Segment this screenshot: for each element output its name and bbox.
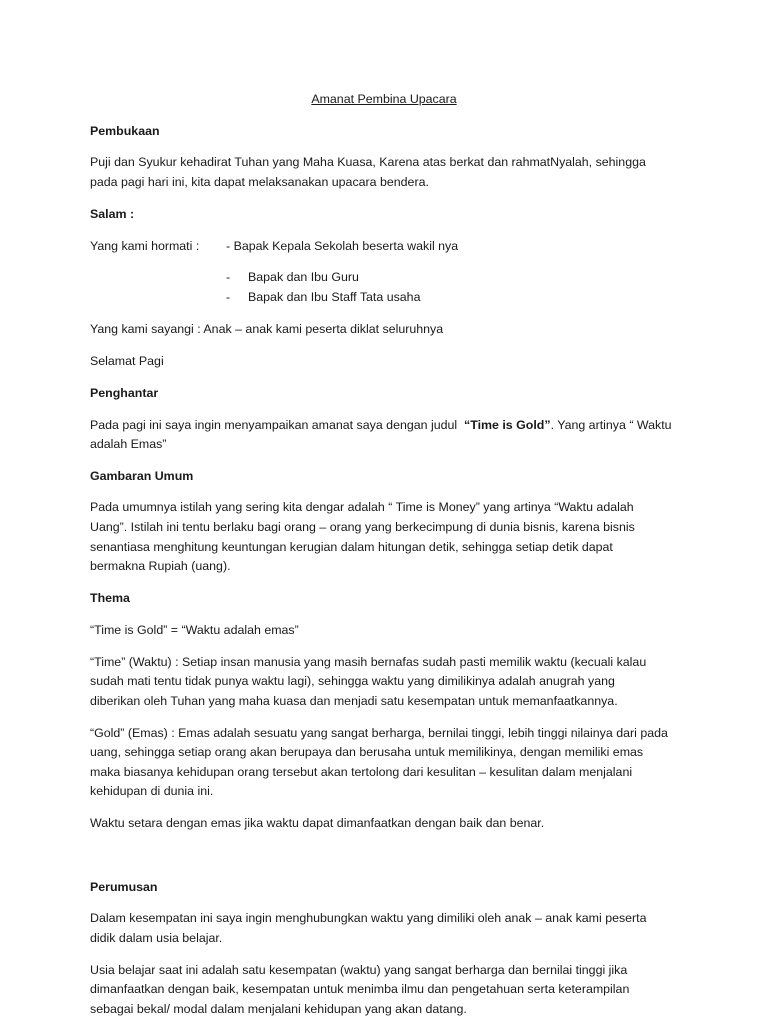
paragraph-line: dimanfaatkan dengan baik, kesempatan untuk menimba ilmu dan pengetahuan serta keterampilan	[90, 982, 630, 996]
paragraph-line: bermakna Rupiah (uang).	[90, 559, 231, 573]
paragraph-line: pada pagi hari ini, kita dapat melaksanakan upacara bendera.	[90, 175, 429, 189]
heading-penghantar: Penghantar	[90, 386, 159, 400]
paragraph-line: “Gold” (Emas) : Emas adalah sesuatu yang sangat berharga, bernilai tinggi, lebih tinggi nilainya dari pada	[90, 726, 668, 740]
paragraph-line: sebagai bekal/ modal dalam menjalani kehidupan yang akan datang.	[90, 1002, 467, 1016]
penghantar-line	[90, 418, 672, 433]
selamat-pagi: Selamat Pagi	[90, 354, 164, 368]
paragraph-line: maka biasanya kehidupan orang tersebut akan tertolong dari kesulitan – kesulitan dalam menjalani	[90, 765, 633, 779]
paragraph-line: sudah mati tentu tidak punya waktu lagi), sehingga waktu yang dimilikinya adalah anugrah yang	[90, 674, 615, 688]
paragraph-line: uang, sehingga setiap orang akan berupaya dan berusaha untuk memilikinya, dengan memiliki emas	[90, 745, 644, 759]
thema-equation: “Time is Gold” = “Waktu adalah emas”	[90, 623, 299, 637]
heading-gambaran-umum: Gambaran Umum	[90, 469, 194, 483]
hormati-first-item: - Bapak Kepala Sekolah beserta wakil nya	[226, 239, 459, 253]
paragraph-line: Usia belajar saat ini adalah satu kesempatan (waktu) yang sangat berharga dan bernilai tinggi jika	[90, 963, 628, 977]
heading-pembukaan: Pembukaan	[90, 124, 160, 138]
heading-thema: Thema	[90, 591, 130, 605]
paragraph-line: Puji dan Syukur kehadirat Tuhan yang Maha Kuasa, Karena atas berkat dan rahmatNyalah, sehingga	[90, 155, 646, 169]
list-dash: -	[226, 290, 231, 304]
hormati-item: Bapak dan Ibu Guru	[248, 270, 359, 284]
document-title: Amanat Pembina Upacara	[311, 92, 457, 106]
paragraph-line: didik dalam usia belajar.	[90, 931, 223, 945]
heading-salam: Salam :	[90, 207, 135, 221]
paragraph-line: Dalam kesempatan ini saya ingin menghubungkan waktu yang dimiliki oleh anak – anak kami peserta	[90, 911, 647, 925]
list-dash: -	[226, 270, 231, 284]
hormati-item: Bapak dan Ibu Staff Tata usaha	[248, 290, 421, 304]
paragraph-line: kehidupan di dunia ini.	[90, 784, 214, 798]
paragraph-line: diberikan oleh Tuhan yang maha kuasa dan menjadi satu kesempatan untuk memanfaatkannya.	[90, 694, 618, 708]
setara-line: Waktu setara dengan emas jika waktu dapat dimanfaatkan dengan baik dan benar.	[90, 816, 545, 830]
paragraph-line: senantiasa menghitung keuntungan kerugian dalam hitungan detik, sehingga setiap detik dapat	[90, 540, 613, 554]
theme-title-bold: “Time is Gold”	[464, 418, 551, 432]
sayangi-line: Yang kami sayangi : Anak – anak kami peserta diklat seluruhnya	[90, 322, 444, 336]
paragraph-line: Pada umumnya istilah yang sering kita dengar adalah “ Time is Money” yang artinya “Waktu adalah	[90, 500, 634, 514]
penghantar-text: Pada pagi ini saya ingin menyampaikan amanat saya dengan judul	[90, 418, 465, 432]
paragraph-line: adalah Emas”	[90, 437, 167, 451]
paragraph-line: “Time” (Waktu) : Setiap insan manusia yang masih bernafas sudah pasti memilik waktu (kecuali kalau	[90, 655, 647, 669]
heading-perumusan: Perumusan	[90, 880, 158, 894]
hormati-label: Yang kami hormati :	[90, 239, 200, 253]
paragraph-line: Uang”. Istilah ini tentu berlaku bagi orang – orang yang berkecimpung di dunia bisnis, karena bisnis	[90, 520, 635, 534]
penghantar-text: . Yang artinya “ Waktu	[550, 418, 672, 432]
